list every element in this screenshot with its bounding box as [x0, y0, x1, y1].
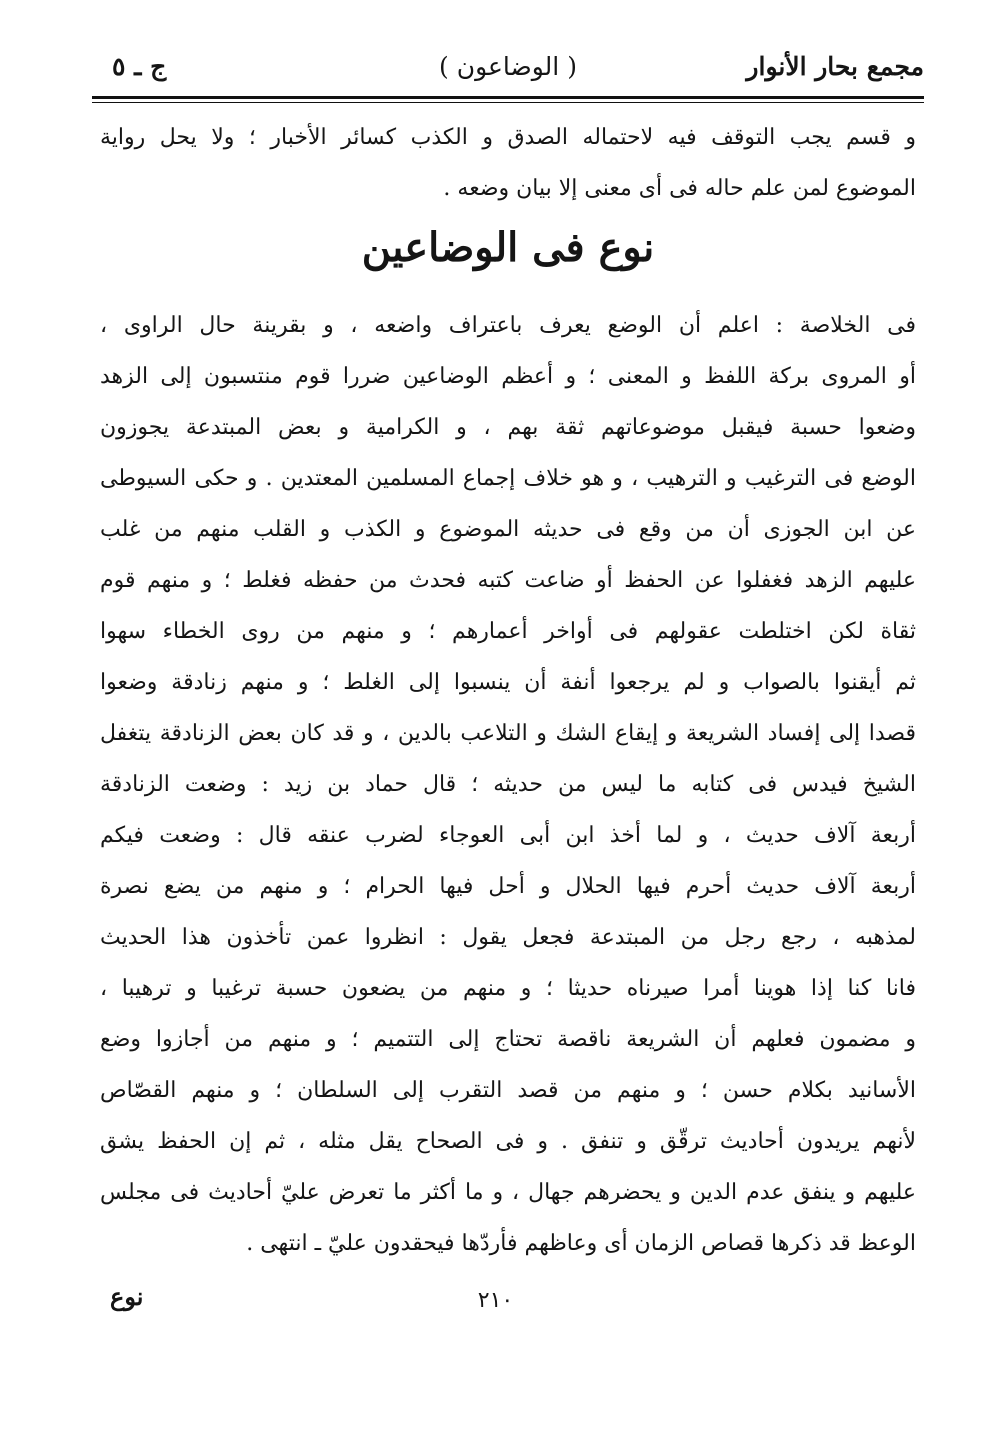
- text-line: الموضوع لمن علم حاله فى أى معنى إلا بيان وضعه .: [443, 176, 916, 201]
- text-line: أربعة آلاف حديث ، و لما أخذ ابن أبى العوجاء لضرب عنقه قال : وضعت فيكم: [100, 823, 916, 848]
- text-line: ثقاة لكن اختلطت عقولهم فى أواخر أعمارهم ؛ و منهم من روى الخطاء سهوا: [100, 619, 916, 644]
- header-rule-thin: [92, 102, 924, 103]
- volume-number: ج ـ ٥: [112, 52, 167, 81]
- page-number: ٢١٠: [477, 1288, 514, 1313]
- running-head: [92, 46, 924, 92]
- text-line: الشيخ فيدس فى كتابه ما ليس من حديثه ؛ قال حماد بن زيد : وضعت الزنادقة: [100, 772, 916, 797]
- text-line: فانا كنا إذا هوينا أمرا صيرناه حديثا ؛ و منهم من يضعون حسبة ترغيبا و ترهيبا ،: [100, 976, 916, 1001]
- text-line: قصدا إلى إفساد الشريعة و إيقاع الشك و التلاعب بالدين ، و قد كان بعض الزنادقة يتغفل: [100, 721, 916, 746]
- text-line: الوعظ قد ذكرها قصاص الزمان أى وعاظهم فأردّها فيحقدون عليّ ـ انتهى .: [246, 1231, 916, 1256]
- header-rule-thick: [92, 96, 924, 99]
- text-line: عليهم الزهد فغفلوا عن الحفظ أو ضاعت كتبه فحدث من حفظه فغلط ؛ و منهم قوم: [100, 568, 916, 593]
- catchword: نوع: [110, 1282, 144, 1311]
- text-line: ثم أيقنوا بالصواب و لم يرجعوا أنفة أن ينسبوا إلى الغلط ؛ و منهم زنادقة وضعوا: [100, 670, 916, 695]
- text-line: لمذهبه ، رجع رجل من المبتدعة فجعل يقول : انظروا عمن تأخذون هذا الحديث: [100, 925, 916, 950]
- text-line: وضعوا حسبة فيقبل موضوعاتهم ثقة بهم ، و الكرامية و بعض المبتدعة يجوزون: [100, 415, 916, 440]
- text-line: أربعة آلاف حديث أحرم فيها الحلال و أحل فيها الحرام ؛ و منهم من يضع نصرة: [100, 874, 916, 899]
- text-line: فى الخلاصة : اعلم أن الوضع يعرف باعتراف واضعه ، و بقرينة حال الراوى ،: [100, 313, 916, 338]
- text-line: عليهم و ينفق عدم الدين و يحضرهم جهال ، و ما أكثر ما تعرض عليّ أحاديث فى مجلس: [100, 1180, 916, 1205]
- section-title: ( الوضاعون ): [439, 52, 577, 81]
- text-line: أو المروى بركة اللفظ و المعنى ؛ و أعظم الوضاعين ضررا قوم منتسبون إلى الزهد: [100, 364, 916, 389]
- text-line: لأنهم يريدون أحاديث ترقّق و تنفق . و فى الصحاح يقل مثله ، ثم إن الحفظ يشق: [100, 1129, 916, 1154]
- book-title: مجمع بحار الأنوار: [746, 52, 924, 81]
- text-line: و قسم يجب التوقف فيه لاحتماله الصدق و الكذب كسائر الأخبار ؛ ولا يحل رواية: [100, 125, 916, 150]
- text-line: و مضمون فعلهم أن الشريعة ناقصة تحتاج إلى التتميم ؛ و منهم من أجازوا وضع: [100, 1027, 916, 1052]
- section-heading: نوع فى الوضاعين: [361, 224, 655, 271]
- text-line: عن ابن الجوزى أن من وقع فى حديثه الموضوع و الكذب و القلب منهم من غلب: [100, 517, 916, 542]
- top-paragraph: [100, 112, 916, 214]
- text-line: الوضع فى الترغيب و الترهيب ، و هو خلاف إجماع المسلمين المعتدين . و حكى السيوطى: [100, 466, 916, 491]
- main-paragraph: [100, 300, 916, 1269]
- text-line: الأسانيد بكلام حسن ؛ و منهم من قصد التقرب إلى السلطان ؛ و منهم القصّاص: [100, 1078, 916, 1103]
